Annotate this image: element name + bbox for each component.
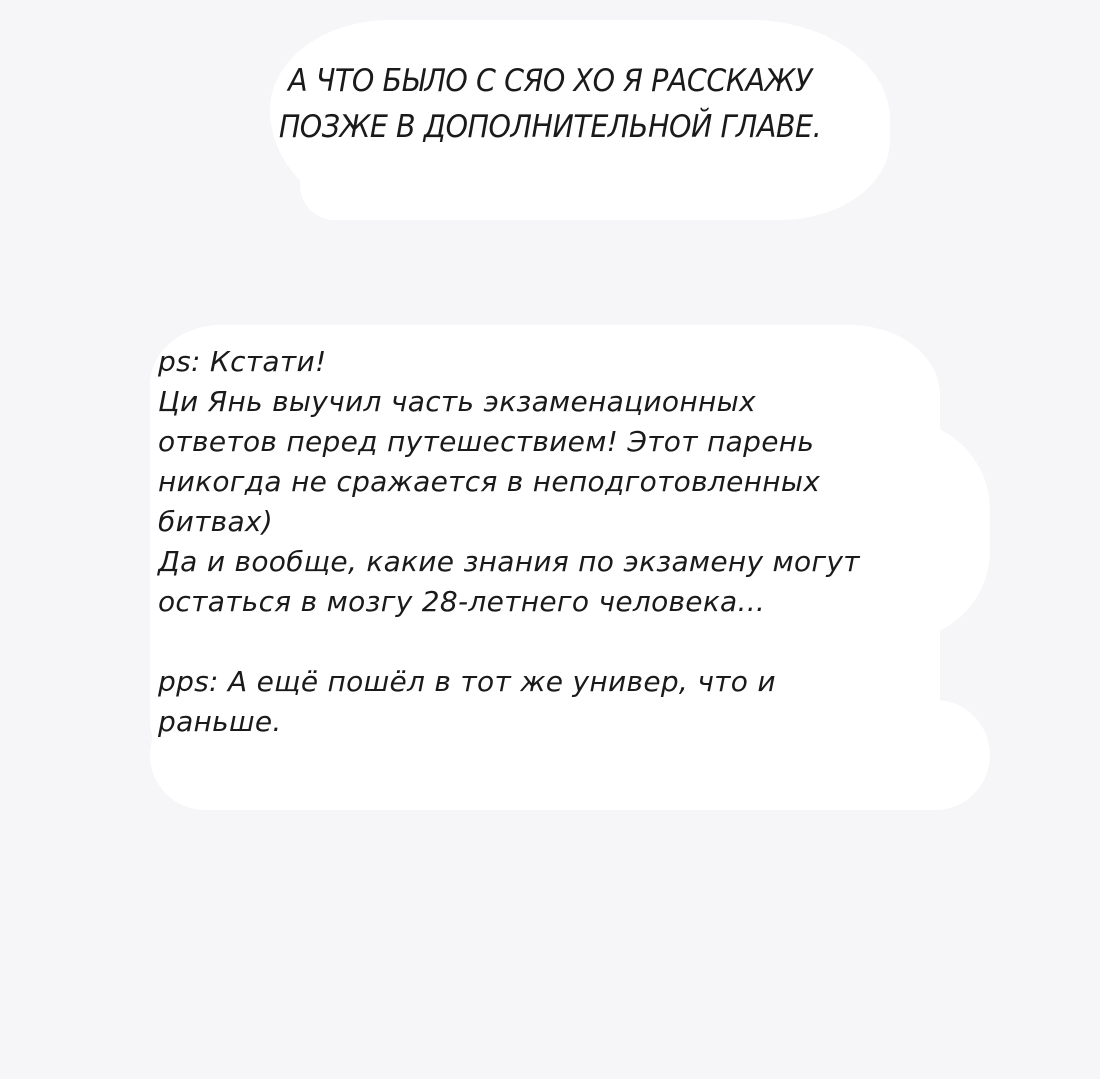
ps-line-1: ps: Кстати! [158, 345, 327, 378]
header-line-2: ПОЗЖЕ В ДОПОЛНИТЕЛЬНОЙ ГЛАВЕ. [278, 109, 822, 145]
ps-line-6: Да и вообще, какие знания по экзамену могут [158, 545, 860, 578]
top-highlight-blob-tail [300, 150, 680, 220]
pps-line-1: pps: А ещё пошёл в тот же универ, что и [158, 665, 776, 698]
ps-line-5: битвах) [158, 505, 274, 538]
ps-line-7: остаться в мозгу 28-летнего человека... [158, 585, 766, 618]
header-line-1: А ЧТО БЫЛО С СЯО ХО Я РАССКАЖУ [288, 63, 812, 99]
ps-line-2: Ци Янь выучил часть экзаменационных [158, 385, 756, 418]
author-note [158, 342, 978, 742]
header-caption [228, 58, 872, 150]
paragraph-gap [158, 622, 978, 662]
ps-line-3: ответов перед путешествием! Этот парень [158, 425, 815, 458]
ps-line-4: никогда не сражается в неподготовленных [158, 465, 821, 498]
pps-line-2: раньше. [158, 705, 282, 738]
